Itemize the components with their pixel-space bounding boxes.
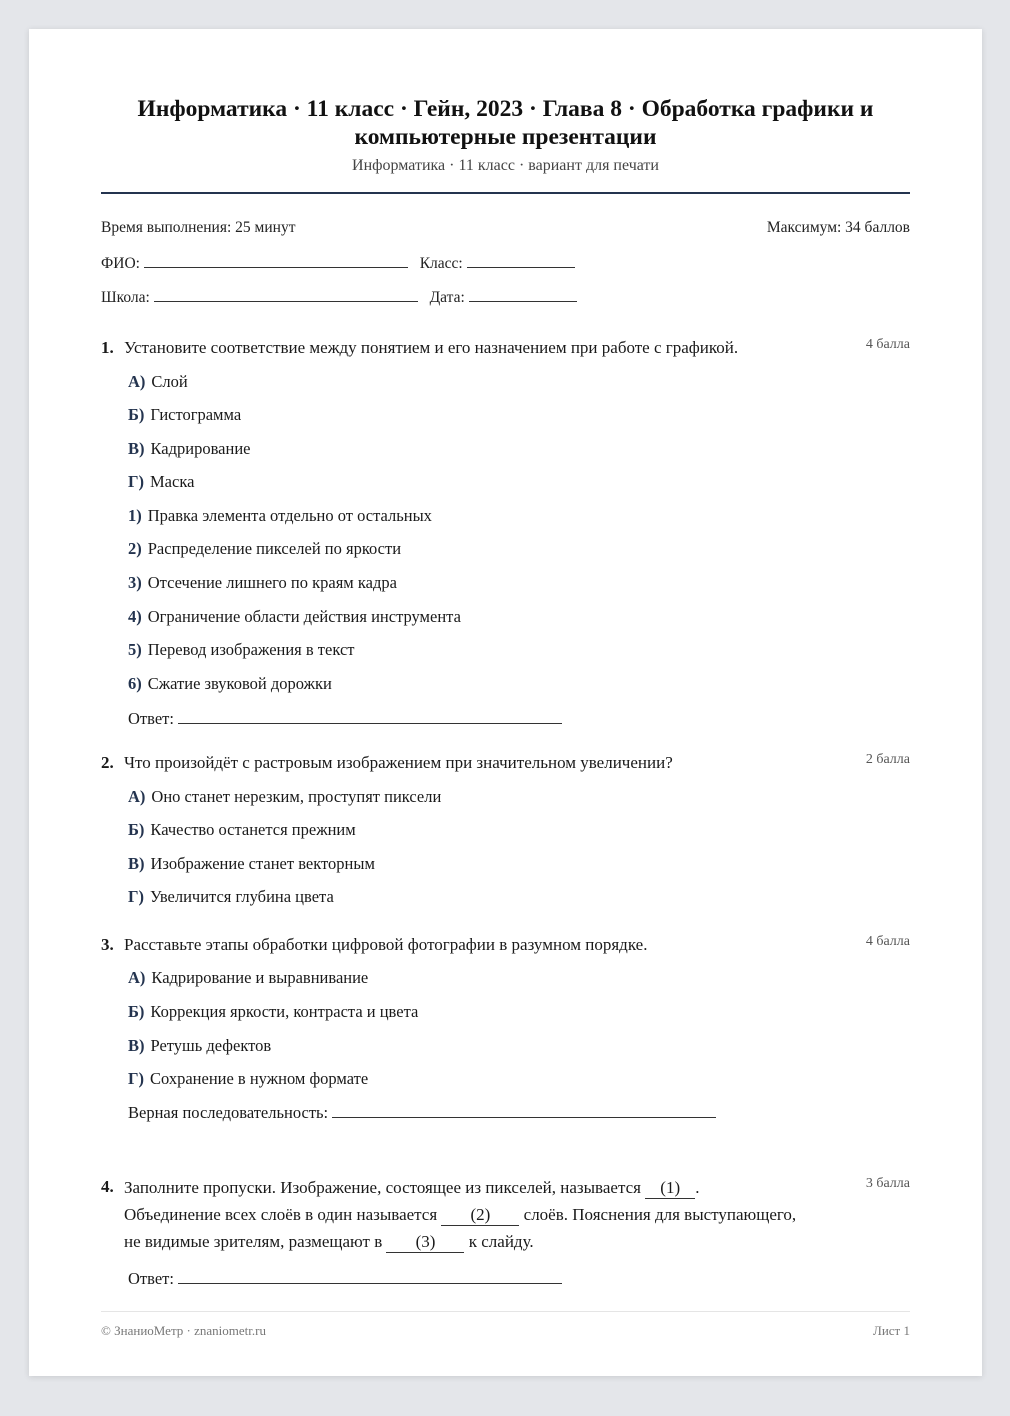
option-label: 2) [128, 539, 142, 558]
text-segment: . [695, 1178, 700, 1197]
option-label: В) [128, 439, 145, 458]
worksheet-page [29, 29, 982, 1376]
page-title: Информатика · 11 класс · Гейн, 2023 · Глава 8 · Обработка графики и компьютерные презентации [137, 96, 874, 150]
option-a [128, 967, 368, 989]
text-line-2 [124, 1201, 820, 1228]
fio-label: ФИО: [101, 255, 140, 272]
question-3-head [101, 932, 910, 958]
answer-row [128, 1269, 562, 1289]
answer-field[interactable] [178, 709, 562, 724]
question-points: 4 балла [865, 337, 910, 352]
question-4-head [101, 1174, 910, 1255]
question-2-head [101, 750, 910, 776]
class-field[interactable] [467, 253, 575, 268]
text-segment: Заполните пропуски. Изображение, состоящее из пикселей, называется [124, 1178, 641, 1197]
question-1 [101, 335, 910, 728]
option-c [128, 1035, 271, 1057]
footer-sheet-number: Лист 1 [873, 1323, 910, 1338]
option-text: Сохранение в нужном формате [150, 1069, 369, 1088]
match-left-a [128, 371, 188, 393]
text-line-1 [124, 1174, 820, 1201]
class-label: Класс: [419, 255, 463, 272]
question-text: Установите соответствие между понятием и его назначением при работе с графикой. [124, 338, 739, 357]
option-text: Ограничение области действия инструмента [147, 607, 461, 626]
blank-3[interactable]: (3) [386, 1232, 464, 1253]
option-label: 1) [128, 506, 142, 525]
answer-field[interactable] [178, 1269, 562, 1284]
option-text: Оно станет нерезким, проступят пиксели [151, 787, 442, 806]
option-text: Маска [150, 472, 195, 491]
date-field[interactable] [469, 287, 577, 302]
option-text: Сжатие звуковой дорожки [147, 674, 332, 693]
option-text: Правка элемента отдельно от остальных [147, 506, 432, 525]
question-points: 3 балла [865, 1176, 910, 1191]
footer-copyright: © ЗнаниоМетр · znaniometr.ru [101, 1323, 266, 1338]
option-text: Изображение станет векторным [150, 854, 375, 873]
answer-row [128, 709, 562, 729]
match-left-b [128, 404, 241, 426]
text-segment: слоёв. Пояснения для выступающего, [523, 1205, 797, 1224]
answer-row [128, 1103, 716, 1123]
match-right-4 [128, 606, 461, 628]
option-label: Г) [128, 887, 144, 906]
option-label: Г) [128, 1069, 144, 1088]
option-d [128, 1068, 368, 1090]
match-right-2 [128, 538, 401, 560]
school-row [101, 287, 577, 307]
question-text [124, 1174, 820, 1255]
option-label: 6) [128, 674, 142, 693]
footer-divider [101, 1311, 910, 1312]
option-text: Распределение пикселей по яркости [147, 539, 402, 558]
option-a [128, 786, 441, 808]
question-4 [101, 1174, 910, 1288]
option-label: В) [128, 1036, 145, 1055]
page-subtitle: Информатика · 11 класс · вариант для печати [352, 157, 659, 174]
option-label: В) [128, 854, 145, 873]
match-right-5 [128, 639, 354, 661]
time-limit: Время выполнения: 25 минут [101, 219, 296, 236]
question-number: 4. [101, 1177, 114, 1196]
question-text: Что произойдёт с растровым изображением при значительном увеличении? [124, 753, 673, 772]
page-content [101, 29, 910, 1376]
text-segment: к слайду. [468, 1232, 534, 1251]
option-text: Коррекция яркости, контраста и цвета [150, 1002, 419, 1021]
text-segment: не видимые зрителям, размещают в [124, 1232, 383, 1251]
blank-1[interactable]: (1) [645, 1178, 695, 1199]
match-left-c [128, 438, 250, 460]
option-label: 5) [128, 640, 142, 659]
option-label: А) [128, 968, 146, 987]
option-label: Г) [128, 472, 144, 491]
option-label: Б) [128, 820, 145, 839]
option-label: 4) [128, 607, 142, 626]
option-b [128, 819, 356, 841]
option-text: Перевод изображения в текст [147, 640, 355, 659]
option-text: Качество останется прежним [150, 820, 356, 839]
fio-row [101, 253, 575, 273]
question-number: 3. [101, 935, 114, 954]
header-divider [101, 192, 910, 194]
option-text: Отсечение лишнего по краям кадра [147, 573, 397, 592]
question-text: Расставьте этапы обработки цифровой фотографии в разумном порядке. [124, 935, 648, 954]
question-2 [101, 750, 910, 906]
option-label: Б) [128, 1002, 145, 1021]
match-right-3 [128, 572, 397, 594]
text-segment: Объединение всех слоёв в один называется [124, 1205, 438, 1224]
fio-field[interactable] [144, 253, 408, 268]
blank-2[interactable]: (2) [441, 1205, 519, 1226]
answer-field[interactable] [332, 1103, 716, 1118]
option-text: Кадрирование и выравнивание [151, 968, 369, 987]
option-c [128, 853, 375, 875]
option-text: Ретушь дефектов [150, 1036, 272, 1055]
answer-label: Верная последовательность: [128, 1103, 329, 1122]
option-text: Слой [151, 372, 188, 391]
option-label: А) [128, 372, 146, 391]
option-d [128, 886, 334, 908]
question-points: 4 балла [865, 934, 910, 949]
question-number: 1. [101, 338, 114, 357]
answer-label: Ответ: [128, 709, 174, 728]
question-number: 2. [101, 753, 114, 772]
option-text: Увеличится глубина цвета [150, 887, 334, 906]
school-field[interactable] [154, 287, 418, 302]
match-right-6 [128, 673, 332, 695]
max-score: Максимум: 34 баллов [766, 219, 910, 236]
match-right-1 [128, 505, 432, 527]
text-line-3 [124, 1228, 820, 1255]
answer-label: Ответ: [128, 1269, 174, 1288]
option-text: Гистограмма [150, 405, 242, 424]
date-label: Дата: [429, 289, 465, 306]
question-3 [101, 932, 910, 1122]
option-b [128, 1001, 418, 1023]
question-1-head [101, 335, 910, 361]
school-label: Школа: [101, 289, 150, 306]
option-label: А) [128, 787, 146, 806]
question-points: 2 балла [865, 752, 910, 767]
option-label: 3) [128, 573, 142, 592]
option-text: Кадрирование [150, 439, 251, 458]
option-label: Б) [128, 405, 145, 424]
match-left-d [128, 471, 194, 493]
